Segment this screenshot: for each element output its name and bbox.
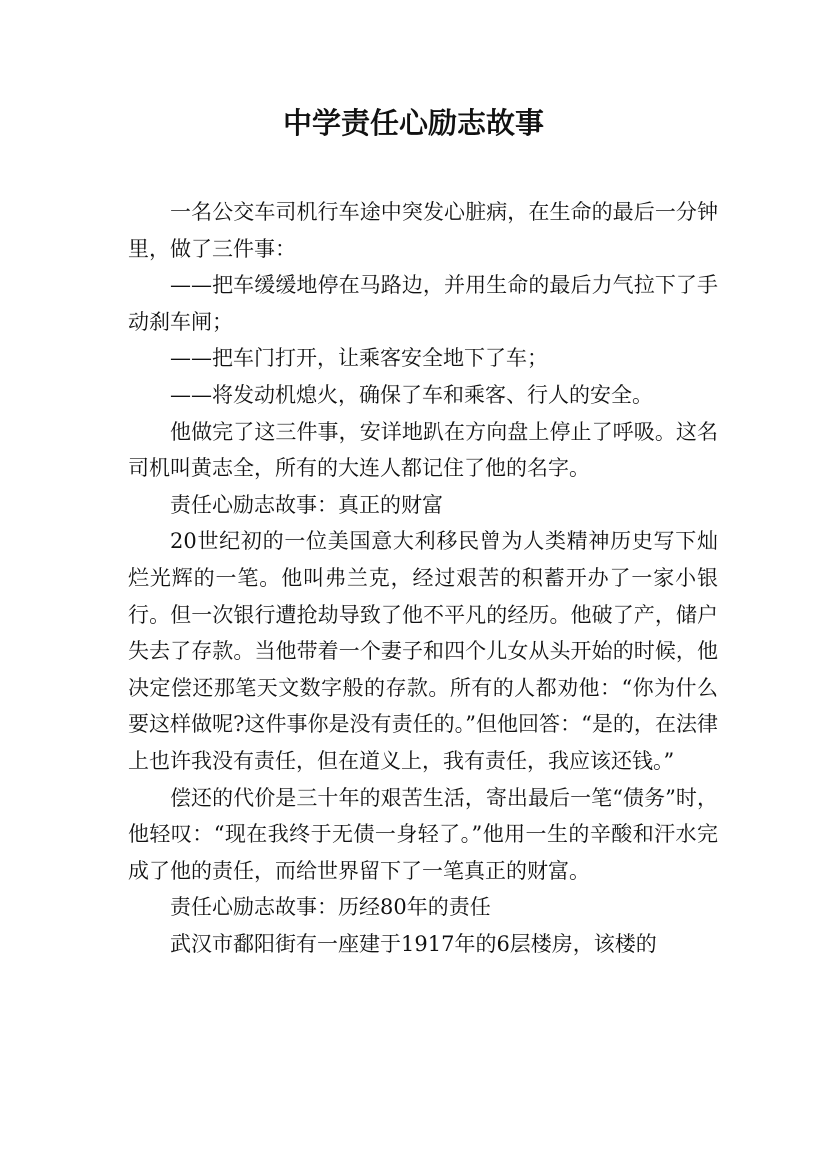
document-body bbox=[128, 194, 718, 962]
paragraph-intro: 一名公交车司机行车途中突发心脏病，在生命的最后一分钟里，做了三件事： bbox=[128, 200, 718, 261]
paragraph-conclusion: 他做完了这三件事，安详地趴在方向盘上停止了呼吸。这名司机叫黄志全，所有的大连人都记住了他的名字。 bbox=[128, 419, 718, 481]
section-heading-true-wealth: 责任心励志故事：真正的财富 bbox=[170, 492, 443, 517]
section-heading-80-years: 责任心励志故事：历经80年的责任 bbox=[170, 895, 491, 920]
paragraph-item-2: ——把车门打开，让乘客安全地下了车； bbox=[170, 346, 548, 371]
document-title: 中学责任心励志故事 bbox=[282, 106, 544, 140]
paragraph-item-1: ——把车缓缓地停在马路边，并用生命的最后力气拉下了手动刹车闸； bbox=[128, 273, 718, 334]
paragraph-item-3: ——将发动机熄火，确保了车和乘客、行人的安全。 bbox=[170, 382, 653, 407]
paragraph-frank-repayment: 偿还的代价是三十年的艰苦生活，寄出最后一笔“债务”时，他轻叹：“现在我终于无债一身轻了。”他用一生的辛酸和汗水完成了他的责任，而给世界留下了一笔真正的财富。 bbox=[128, 785, 718, 883]
paragraph-wuhan-building: 武汉市鄱阳街有一座建于1917年的6层楼房，该楼的 bbox=[170, 931, 657, 956]
paragraph-frank-story: 20世纪初的一位美国意大利移民曾为人类精神历史写下灿烂光辉的一笔。他叫弗兰克，经过艰苦的积蓄开办了一家小银行。但一次银行遭抢劫导致了他不平凡的经历。他破了产，储户失去了存款。当他带着一个妻子和四个儿女从头开始的时候，他决定偿还那笔天文数字般的存款。所有的人都劝他：“你为什么要这样做呢?这件事你是没有责任的。”但他回答：“是的，在法律上也许我没有责任，但在道义上，我有责任，我应该还钱。” bbox=[128, 529, 718, 773]
